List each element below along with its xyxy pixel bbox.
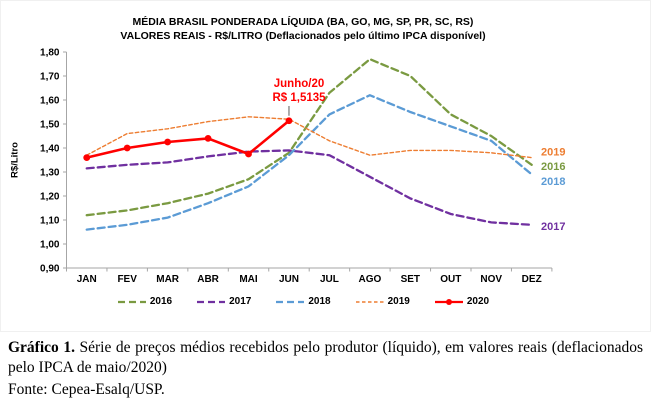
series-end-label-2018: 2018 bbox=[541, 176, 566, 189]
legend-line-sample bbox=[434, 297, 464, 307]
legend-label: 2017 bbox=[229, 296, 252, 307]
y-tick-label: 0,90 bbox=[40, 263, 60, 275]
legend-label: 2016 bbox=[149, 296, 173, 307]
series-end-label-2016: 2016 bbox=[541, 161, 566, 173]
legend-item-2019 bbox=[355, 296, 410, 307]
y-tick-label: 1,10 bbox=[40, 215, 60, 227]
legend-marker bbox=[446, 299, 452, 305]
legend-label: 2018 bbox=[308, 296, 331, 307]
x-tick-label: JUN bbox=[278, 274, 299, 285]
chart-subtitle: VALORES REAIS - R$/LITRO (Deflacionados pelo último IPCA disponível) bbox=[120, 30, 486, 42]
y-tick-label: 1,60 bbox=[40, 95, 60, 107]
x-tick-label: SET bbox=[400, 274, 421, 285]
x-tick-label: NOV bbox=[480, 274, 503, 285]
annotation-junho20 bbox=[244, 77, 354, 105]
data-point-2020-JUN bbox=[286, 117, 293, 124]
caption-text: Série de preços médios recebidos pelo produtor (líquido), em valores reais (deflacionados pelo IPCA de maio/2020) bbox=[8, 339, 643, 377]
x-tick-label: ABR bbox=[197, 274, 219, 285]
annotation-line1: Junho/20 bbox=[273, 78, 325, 90]
data-point-2020-JAN bbox=[83, 154, 90, 161]
y-axis-title: R$/Litro bbox=[9, 142, 21, 178]
annotation-line2: R$ 1,5135 bbox=[272, 92, 326, 105]
y-tick-label: 1,70 bbox=[40, 71, 60, 83]
y-tick-label: 1,80 bbox=[40, 47, 60, 59]
x-tick-label: MAI bbox=[239, 274, 258, 285]
legend-line-sample bbox=[117, 297, 147, 307]
legend-line-sample bbox=[355, 297, 385, 307]
legend bbox=[1, 296, 605, 307]
y-tick-label: 1,00 bbox=[40, 239, 60, 251]
legend-line-sample bbox=[275, 297, 305, 307]
data-point-2020-ABR bbox=[205, 135, 212, 142]
x-tick-label: JAN bbox=[76, 274, 97, 285]
legend-label: 2020 bbox=[466, 296, 490, 307]
x-tick-label: JUL bbox=[319, 274, 339, 285]
x-tick-label: OUT bbox=[440, 274, 462, 285]
legend-item-2017 bbox=[196, 296, 251, 307]
x-tick-label: FEV bbox=[117, 274, 137, 285]
chart-title: MÉDIA BRASIL PONDERADA LÍQUIDA (BA, GO, MG, SP, PR, SC, RS) bbox=[132, 16, 474, 28]
caption bbox=[8, 338, 643, 379]
x-tick-label: AGO bbox=[358, 274, 382, 285]
y-tick-label: 1,30 bbox=[40, 167, 60, 179]
data-point-2020-MAI bbox=[245, 151, 252, 158]
x-tick-label: MAR bbox=[156, 274, 180, 285]
series-line-2017 bbox=[87, 150, 532, 224]
series-end-label-2019: 2019 bbox=[541, 146, 566, 159]
y-tick-label: 1,40 bbox=[40, 143, 60, 155]
data-point-2020-MAR bbox=[164, 139, 171, 146]
x-tick-label: DEZ bbox=[521, 274, 542, 285]
y-tick-label: 1,20 bbox=[40, 191, 60, 203]
data-point-2020-FEV bbox=[124, 145, 131, 152]
legend-item-2018 bbox=[275, 296, 330, 307]
series-end-label-2017: 2017 bbox=[541, 221, 566, 233]
legend-label: 2019 bbox=[387, 296, 410, 307]
series-line-2020 bbox=[87, 121, 289, 158]
caption-label: Gráfico 1. bbox=[8, 339, 75, 356]
plot-area bbox=[1, 1, 651, 333]
caption-source: Fonte: Cepea-Esalq/USP. bbox=[8, 381, 165, 398]
y-tick-label: 1,50 bbox=[40, 119, 60, 131]
legend-item-2020 bbox=[434, 296, 489, 307]
legend-item-2016 bbox=[117, 296, 172, 307]
legend-line-sample bbox=[196, 297, 226, 307]
